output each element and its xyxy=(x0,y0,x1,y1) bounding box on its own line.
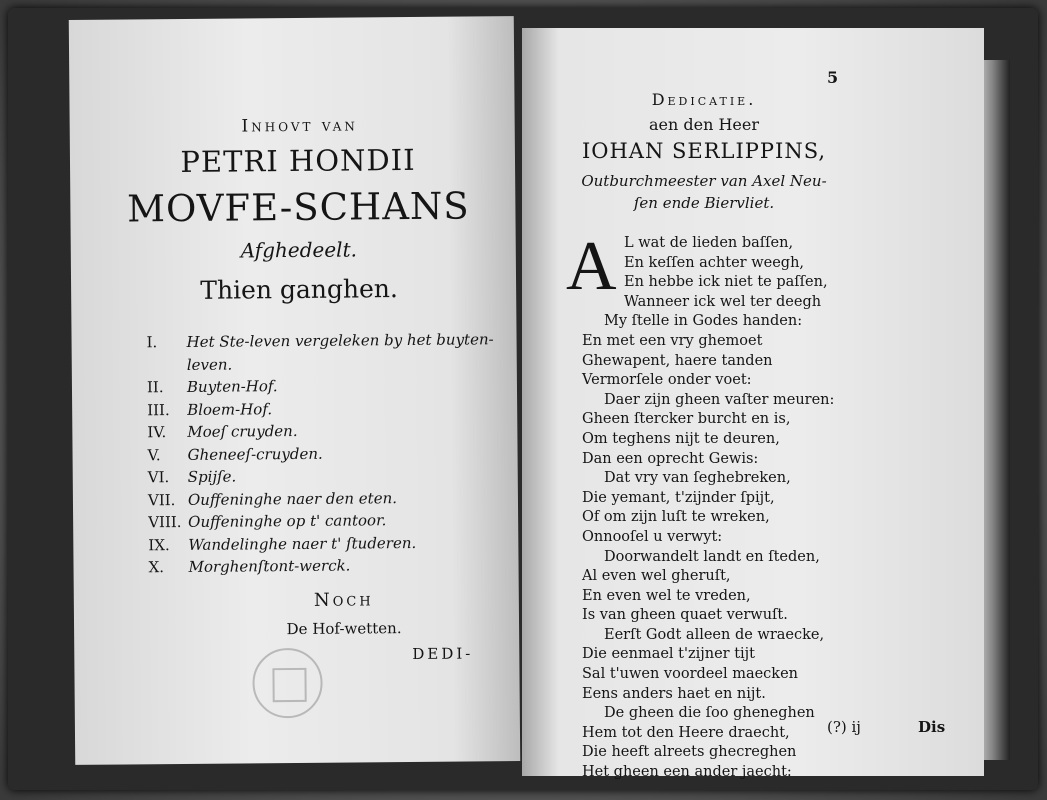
poem-line: Onnooſel u verwyt: xyxy=(582,528,723,545)
dedication-line: aen den Heer xyxy=(648,115,760,134)
poem-line: Daer zijn gheen vaſter meuren: xyxy=(604,391,835,408)
poem-line: Doorwandelt landt en ſteden, xyxy=(604,548,820,565)
author: PETRI HONDII xyxy=(180,142,416,179)
list-item: VI. Spijſe. xyxy=(147,467,237,487)
poem-line: Of om zijn luſt te wreken, xyxy=(582,509,770,526)
signature-mark: (?) ij xyxy=(827,718,861,736)
list-item: V. Gheneeſ-cruyden. xyxy=(147,444,323,464)
poem-line: Ghewapent, haere tanden xyxy=(582,352,773,369)
poem-line: Eerſt Godt alleen de wraecke, xyxy=(604,626,825,643)
list-item: VII. Ouffeninghe naer den eten. xyxy=(147,488,398,509)
subtitle: Afghedeelt. xyxy=(240,237,358,263)
poem-line: Vermorſele onder voet: xyxy=(582,372,752,389)
list-item: X. Morghenſtont-werck. xyxy=(148,556,351,577)
poem-line: Gheen ſtercker burcht en is, xyxy=(582,411,791,428)
catchword: DEDI- xyxy=(412,644,474,663)
subtitle2: Thien ganghen. xyxy=(200,274,399,305)
library-stamp-icon xyxy=(252,648,323,719)
poem-line: L wat de lieden baſſen, xyxy=(624,235,794,251)
catchword: Dis xyxy=(918,718,946,736)
poem-line: Het gheen een ander jaecht: xyxy=(582,764,792,781)
poem-line: Dan een oprecht Gewis: xyxy=(582,450,759,467)
dedicatee-name: IOHAN SERLIPPINS, xyxy=(581,139,827,163)
poem-line: Om teghens nijt te deuren, xyxy=(582,430,780,447)
dedication-heading: Dedicatie. xyxy=(651,90,757,109)
list-item: VIII. Ouffeninghe op t' cantoor. xyxy=(148,511,387,532)
poem-line: De gheen die ſoo gheneghen xyxy=(604,705,815,722)
office-line2: ſen ende Biervliet. xyxy=(633,194,775,212)
poem-line: Dat vry van ſeghebreken, xyxy=(604,470,791,487)
poem-line: Sal t'uwen voordeel maecken xyxy=(582,666,798,683)
list-item: IV. Moeſ cruyden. xyxy=(147,421,298,442)
drop-cap: A xyxy=(566,228,617,305)
poem-line: En met een vry ghemoet xyxy=(582,332,763,349)
list-item: leven. xyxy=(186,355,233,374)
office-line1: Outburchmeester van Axel Neu- xyxy=(581,172,827,190)
chapter-list xyxy=(146,328,495,579)
list-item: I. Het Ste-leven vergeleken by het buyten- xyxy=(146,330,494,352)
poem-line: My ſtelle in Godes handen: xyxy=(604,313,803,330)
poem-line: Eens anders haet en nijt. xyxy=(582,685,766,702)
poem-line: En keſſen achter weegh, xyxy=(624,254,805,271)
list-item: III. Bloem-Hof. xyxy=(147,399,273,419)
poem xyxy=(582,234,834,783)
right-page xyxy=(522,28,984,781)
poem-line: Die eenmael t'zijner tijt xyxy=(582,646,756,663)
page-edges xyxy=(980,60,1010,760)
poem-line: Hem tot den Heere draecht, xyxy=(582,724,790,741)
hof-wetten: De Hof-wetten. xyxy=(286,619,402,639)
poem-line: En even wel te vreden, xyxy=(582,587,751,604)
list-item: II. Buyten-Hof. xyxy=(146,377,278,397)
page-number: 5 xyxy=(827,68,839,87)
heading-small: Inhovt van xyxy=(241,115,358,137)
poem-line: Die heeft alreets ghecreghen xyxy=(582,744,797,761)
poem-line: Is van gheen quaet verwuſt. xyxy=(582,607,788,624)
poem-line: En hebbe ick niet te paſſen, xyxy=(624,274,828,291)
book-title: MOVFE-SCHANS xyxy=(126,184,470,231)
poem-line: Die yemant, t'zijnder ſpijt, xyxy=(582,489,775,506)
left-page xyxy=(69,16,520,765)
poem-line: Al even wel gheruſt, xyxy=(582,568,731,585)
poem-line: Wanneer ick wel ter deegh xyxy=(624,293,822,310)
noch: Noch xyxy=(313,589,374,611)
list-item: IX. Wandelinghe naer t' ſtuderen. xyxy=(148,533,417,554)
